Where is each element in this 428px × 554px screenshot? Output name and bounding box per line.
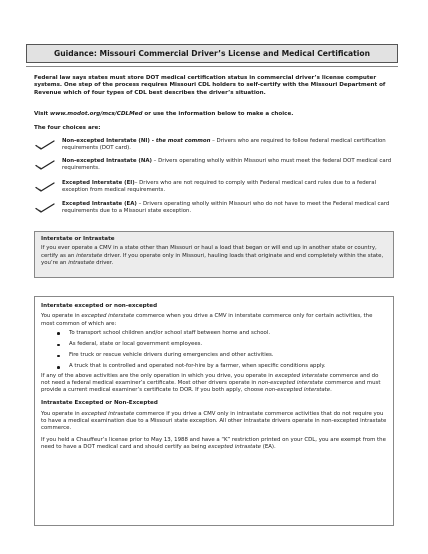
choice-text — [62, 180, 398, 194]
choice-text — [62, 201, 398, 215]
choice-name: Non-excepted Intrastate (NA) — [62, 158, 152, 164]
visit-prefix: Visit — [34, 111, 51, 117]
pencil-check-icon — [34, 139, 56, 151]
choice-text — [62, 138, 398, 152]
text-run: commerce and must provide a current medical examiner’s certificate to DOR. If you both apply, choose — [41, 379, 381, 394]
text-run: If you ever operate a CMV in a state other than Missouri or haul a load that began or will end up in another state or country, certify as an — [41, 245, 377, 259]
text-run: If you held a Chauffeur’s license prior to May 13, 1988 and have a “K” restriction printed on your CDL, you are exempt from the need to have a DOT medical card and should certify as being — [41, 437, 386, 451]
pencil-check-icon — [34, 181, 56, 193]
box-paragraph — [41, 411, 387, 433]
list-item: As federal, state or local government employees. — [41, 341, 387, 348]
text-run: If any of the above activities are the only operation in which you drive, you operate in — [41, 372, 275, 379]
emphasis-run: interstate — [76, 252, 103, 259]
text-run: You operate in — [41, 410, 82, 417]
activity-list — [41, 330, 387, 371]
choice-name: Non-excepted Interstate (NI) - — [62, 138, 156, 144]
text-run: driver. If you operate only in Missouri, hauling loads that originate and end completely within the state, you’re an — [41, 252, 384, 266]
emphasis-run: non-excepted interstate — [265, 387, 331, 394]
choice-item-na — [34, 158, 398, 174]
box-heading: Intrastate Excepted or Non-Excepted — [41, 400, 158, 407]
text-run: driver. — [94, 259, 114, 266]
box-paragraph — [41, 245, 387, 267]
choice-name: Excepted Interstate (EI) — [62, 180, 135, 186]
emphasis-run: non-excepted interstate — [258, 379, 324, 386]
box-paragraph — [41, 437, 387, 451]
emphasis-run: excepted intrastate — [81, 410, 135, 417]
text-run: You operate in — [41, 313, 82, 320]
choices-heading: The four choices are: — [34, 125, 101, 131]
box-paragraph — [41, 313, 387, 327]
box-heading: Interstate excepted or non-excepted — [41, 303, 158, 309]
visit-suffix: or use the information below to make a choice. — [142, 111, 294, 117]
list-item: Fire truck or rescue vehicle drivers during emergencies and other activities. — [41, 352, 387, 359]
text-run: . — [330, 387, 332, 394]
page-title: Guidance: Missouri Commercial Driver’s License and Medical Certification — [26, 44, 398, 63]
choice-item-ea — [34, 201, 398, 217]
choice-item-ei — [34, 180, 398, 196]
pencil-check-icon — [34, 159, 56, 171]
list-item: A truck that is controlled and operated not-for-hire by a farmer, when specific conditions apply. — [41, 363, 387, 370]
visit-line — [34, 111, 394, 118]
text-run: (EA). — [261, 444, 276, 451]
choice-text — [62, 158, 398, 172]
list-item: To transport school children and/or school staff between home and school. — [41, 330, 387, 337]
pencil-check-icon — [34, 202, 56, 214]
emphasis-run: excepted intrastate — [208, 444, 261, 451]
excepted-categories-box — [34, 296, 394, 526]
box-heading: Interstate or Intrastate — [41, 236, 115, 242]
choice-description: – Drivers who are not required to comply with Federal medical card rules due to a federal exception from medical requirements. — [62, 180, 377, 194]
choice-emphasis: the most common — [155, 138, 211, 144]
choice-description: – Drivers operating wholly within Missouri who do not have to meet the Federal medical card requirements due to a Missouri state exception. — [62, 201, 390, 215]
choice-description: – Drivers who are required to follow federal medical certification requirements (DOT card). — [62, 138, 386, 152]
choice-item-ni — [34, 138, 398, 154]
emphasis-run: excepted interstate — [274, 372, 328, 379]
visit-url: www.modot.org/mcs/CDLMed — [50, 111, 143, 117]
choice-name: Excepted Intrastate (EA) — [62, 201, 137, 207]
emphasis-run: excepted interstate — [81, 313, 135, 320]
text-run: commerce when you drive a CMV in interstate commerce only for certain activities, the most common of which are: — [41, 313, 373, 327]
text-run: commerce if you drive a CMV only in intrastate commerce activities that do not require you to have a medical examination due to a Missouri state exception. All other intrastate drivers operate in non-excepted intrastate commerce. — [41, 410, 387, 432]
box-paragraph — [41, 373, 387, 395]
text-run: commerce and do not need a federal medical examiner’s certificate. Most other drivers operate in — [41, 372, 379, 386]
interstate-intrastate-box — [34, 231, 394, 278]
title-divider — [26, 66, 398, 67]
intro-paragraph: Federal law says states must store DOT medical certification status in commercial driver’s license computer systems. One step of the process requires Missouri CDL holders to self-certify with the Missouri Department of Revenue which of four types of CDL best describes the driver’s situation. — [34, 75, 386, 96]
emphasis-run: intrastate — [68, 259, 95, 266]
choice-description: – Drivers operating wholly within Missouri who must meet the federal DOT medical card requirements. — [62, 158, 392, 172]
